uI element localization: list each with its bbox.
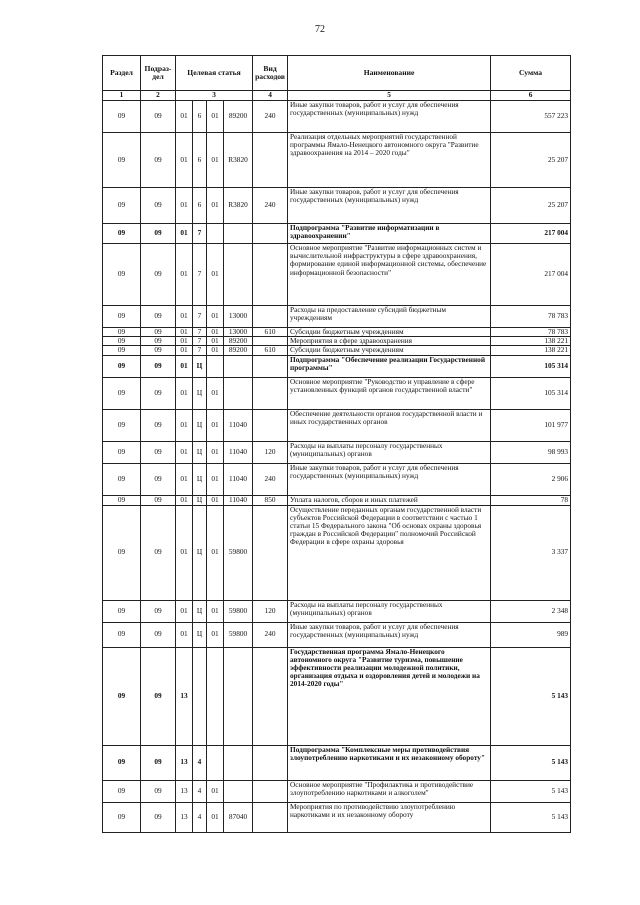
cell-expense-type: [253, 505, 288, 600]
cell-section: 09: [103, 244, 141, 306]
cell-subprogram: Ц: [193, 409, 207, 441]
cell-program: 13: [176, 647, 193, 745]
cell-program: 01: [176, 188, 193, 224]
cell-program: 01: [176, 306, 193, 328]
cell-expense-type: [253, 133, 288, 188]
cell-subsection: 09: [141, 505, 176, 600]
cell-sum: 98 993: [491, 441, 571, 463]
cell-sum: 105 314: [491, 377, 571, 409]
cell-subprogram: 7: [193, 306, 207, 328]
cell-sum: 5 143: [491, 647, 571, 745]
cell-activity: 01: [207, 409, 224, 441]
cell-sum: 3 337: [491, 505, 571, 600]
cell-direction: 59800: [224, 622, 253, 647]
cell-direction: 11040: [224, 409, 253, 441]
cell-direction: [224, 745, 253, 780]
cell-subprogram: Ц: [193, 355, 207, 377]
table-row: [103, 346, 571, 355]
cell-program: 01: [176, 328, 193, 337]
cell-section: 09: [103, 133, 141, 188]
table-row: [103, 133, 571, 188]
cell-program: 01: [176, 409, 193, 441]
cell-direction: 87040: [224, 802, 253, 832]
cell-activity: 01: [207, 802, 224, 832]
cell-section: 09: [103, 101, 141, 133]
cell-section: 09: [103, 505, 141, 600]
column-number: 3: [176, 91, 253, 101]
cell-section: 09: [103, 188, 141, 224]
cell-activity: [207, 745, 224, 780]
cell-subsection: 09: [141, 244, 176, 306]
cell-sum: 217 004: [491, 224, 571, 244]
cell-name: Расходы на выплаты персоналу государственных (муниципальных) органов: [288, 441, 491, 463]
cell-program: 01: [176, 463, 193, 495]
cell-subprogram: Ц: [193, 495, 207, 505]
cell-program: 01: [176, 377, 193, 409]
cell-subprogram: Ц: [193, 463, 207, 495]
cell-section: 09: [103, 409, 141, 441]
cell-sum: 5 143: [491, 780, 571, 802]
cell-direction: 59800: [224, 505, 253, 600]
cell-expense-type: [253, 409, 288, 441]
cell-program: 01: [176, 622, 193, 647]
cell-program: 13: [176, 780, 193, 802]
cell-expense-type: [253, 780, 288, 802]
column-number: 2: [141, 91, 176, 101]
cell-section: 09: [103, 600, 141, 622]
table-row: [103, 441, 571, 463]
cell-subprogram: 7: [193, 244, 207, 306]
cell-subsection: 09: [141, 600, 176, 622]
cell-subsection: 09: [141, 224, 176, 244]
cell-activity: 01: [207, 133, 224, 188]
table-row: [103, 647, 571, 745]
cell-expense-type: 240: [253, 188, 288, 224]
cell-section: 09: [103, 802, 141, 832]
cell-expense-type: [253, 244, 288, 306]
cell-activity: 01: [207, 346, 224, 355]
cell-program: 01: [176, 244, 193, 306]
cell-name: Основное мероприятие "Профилактика и противодействие злоупотреблению наркотиками и алкоголем": [288, 780, 491, 802]
cell-activity: 01: [207, 244, 224, 306]
cell-sum: 2 906: [491, 463, 571, 495]
cell-direction: 13000: [224, 306, 253, 328]
cell-direction: 89200: [224, 337, 253, 346]
cell-expense-type: [253, 377, 288, 409]
cell-subsection: 09: [141, 133, 176, 188]
cell-subprogram: [193, 647, 207, 745]
cell-sum: 25 207: [491, 188, 571, 224]
cell-expense-type: 610: [253, 346, 288, 355]
cell-activity: 01: [207, 505, 224, 600]
column-number: 6: [491, 91, 571, 101]
cell-subprogram: 7: [193, 337, 207, 346]
cell-subprogram: 6: [193, 101, 207, 133]
cell-name: Подпрограмма "Комплексные меры противодействия злоупотреблению наркотиками и их незаконному обороту": [288, 745, 491, 780]
cell-subprogram: 4: [193, 745, 207, 780]
cell-direction: [224, 647, 253, 745]
cell-name: Осуществление переданных органам государственной власти субъектов Российской Федерации в соответствии с частью 1 статьи 15 Федерального закона "Об основах охраны здоровья граждан в Российской Федерации" полномочий Российской Федерации в сфере охраны здоровья: [288, 505, 491, 600]
cell-section: 09: [103, 337, 141, 346]
cell-direction: 89200: [224, 346, 253, 355]
cell-subsection: 09: [141, 463, 176, 495]
cell-program: 13: [176, 802, 193, 832]
cell-sum: 78 783: [491, 306, 571, 328]
table-row: [103, 505, 571, 600]
cell-activity: 01: [207, 622, 224, 647]
cell-subprogram: 4: [193, 802, 207, 832]
cell-name: Иные закупки товаров, работ и услуг для обеспечения государственных (муниципальных) нужд: [288, 101, 491, 133]
cell-activity: 01: [207, 495, 224, 505]
cell-expense-type: 850: [253, 495, 288, 505]
cell-subsection: 09: [141, 188, 176, 224]
cell-direction: 59800: [224, 600, 253, 622]
cell-program: 01: [176, 355, 193, 377]
cell-direction: [224, 377, 253, 409]
cell-activity: 01: [207, 780, 224, 802]
cell-name: Подпрограмма "Развитие информатизации в здравоохранении": [288, 224, 491, 244]
cell-sum: 989: [491, 622, 571, 647]
cell-sum: 5 143: [491, 802, 571, 832]
cell-section: 09: [103, 355, 141, 377]
cell-program: 13: [176, 745, 193, 780]
cell-section: 09: [103, 463, 141, 495]
cell-subsection: 09: [141, 337, 176, 346]
cell-name: Мероприятия в сфере здравоохранения: [288, 337, 491, 346]
cell-subsection: 09: [141, 346, 176, 355]
cell-name: Мероприятия по противодействию злоупотреблению наркотиками и их незаконному обороту: [288, 802, 491, 832]
cell-program: 01: [176, 224, 193, 244]
cell-section: 09: [103, 377, 141, 409]
column-number: 4: [253, 91, 288, 101]
cell-sum: 217 004: [491, 244, 571, 306]
cell-subsection: 09: [141, 101, 176, 133]
cell-sum: 78 783: [491, 328, 571, 337]
cell-section: 09: [103, 328, 141, 337]
header-target: Целевая статья: [176, 56, 253, 91]
cell-direction: 11040: [224, 495, 253, 505]
column-number: 1: [103, 91, 141, 101]
cell-activity: 01: [207, 101, 224, 133]
table-row: [103, 745, 571, 780]
cell-subprogram: 7: [193, 224, 207, 244]
cell-subsection: 09: [141, 377, 176, 409]
cell-name: Расходы на выплаты персоналу государственных (муниципальных) органов: [288, 600, 491, 622]
header-section: Раздел: [103, 56, 141, 91]
cell-activity: 01: [207, 377, 224, 409]
cell-program: 01: [176, 346, 193, 355]
cell-sum: 2 348: [491, 600, 571, 622]
cell-sum: 105 314: [491, 355, 571, 377]
cell-subsection: 09: [141, 622, 176, 647]
cell-subsection: 09: [141, 306, 176, 328]
cell-activity: 01: [207, 337, 224, 346]
table-row: [103, 495, 571, 505]
cell-subsection: 09: [141, 355, 176, 377]
table-row: [103, 600, 571, 622]
cell-activity: [207, 647, 224, 745]
cell-section: 09: [103, 495, 141, 505]
cell-subprogram: Ц: [193, 622, 207, 647]
cell-activity: [207, 355, 224, 377]
cell-sum: 557 223: [491, 101, 571, 133]
header-subsection: Подраз-дел: [141, 56, 176, 91]
cell-subprogram: 7: [193, 328, 207, 337]
cell-subsection: 09: [141, 745, 176, 780]
cell-direction: 13000: [224, 328, 253, 337]
header-name: Наименование: [288, 56, 491, 91]
cell-program: 01: [176, 101, 193, 133]
cell-name: Субсидии бюджетным учреждениям: [288, 346, 491, 355]
cell-subsection: 09: [141, 495, 176, 505]
cell-name: Реализация отдельных мероприятий государственной программы Ямало-Ненецкого автономного округа "Развитие здравоохранения на 2014 – 2020 годы": [288, 133, 491, 188]
cell-name: Обеспечение деятельности органов государственной власти и иных государственных органов: [288, 409, 491, 441]
header-sum: Сумма: [491, 56, 571, 91]
table-row: [103, 306, 571, 328]
cell-subprogram: Ц: [193, 377, 207, 409]
cell-name: Основное мероприятие "Руководство и управление в сфере установленных функций органов государственной власти": [288, 377, 491, 409]
cell-name: Иные закупки товаров, работ и услуг для обеспечения государственных (муниципальных) нужд: [288, 622, 491, 647]
cell-name: Субсидии бюджетным учреждениям: [288, 328, 491, 337]
cell-section: 09: [103, 306, 141, 328]
cell-sum: 138 221: [491, 346, 571, 355]
table-row: [103, 188, 571, 224]
cell-section: 09: [103, 622, 141, 647]
cell-subprogram: 6: [193, 133, 207, 188]
header-expense-type: Вид расходов: [253, 56, 288, 91]
cell-program: 01: [176, 505, 193, 600]
cell-sum: 101 977: [491, 409, 571, 441]
cell-subsection: 09: [141, 409, 176, 441]
cell-direction: [224, 355, 253, 377]
cell-name: Иные закупки товаров, работ и услуг для обеспечения государственных (муниципальных) нужд: [288, 188, 491, 224]
cell-subprogram: 4: [193, 780, 207, 802]
cell-activity: [207, 224, 224, 244]
cell-program: 01: [176, 337, 193, 346]
cell-direction: R3820: [224, 188, 253, 224]
table-row: [103, 463, 571, 495]
cell-expense-type: 120: [253, 441, 288, 463]
table-row: [103, 101, 571, 133]
cell-name: Основное мероприятие "Развитие информационных систем и вычислительной инфраструктуры в сфере здравоохранения, формирование единой информационной системы, обеспечение информационной безопасности": [288, 244, 491, 306]
cell-direction: [224, 224, 253, 244]
cell-expense-type: [253, 306, 288, 328]
cell-expense-type: [253, 647, 288, 745]
cell-subprogram: 6: [193, 188, 207, 224]
cell-name: Подпрограмма "Обеспечение реализации Государственной программы": [288, 355, 491, 377]
cell-sum: 78: [491, 495, 571, 505]
cell-program: 01: [176, 495, 193, 505]
cell-activity: 01: [207, 306, 224, 328]
cell-activity: 01: [207, 441, 224, 463]
cell-subsection: 09: [141, 802, 176, 832]
cell-direction: 89200: [224, 101, 253, 133]
table-row: [103, 780, 571, 802]
cell-direction: [224, 244, 253, 306]
cell-program: 01: [176, 133, 193, 188]
table-row: [103, 377, 571, 409]
cell-subprogram: 7: [193, 346, 207, 355]
cell-expense-type: 240: [253, 101, 288, 133]
cell-program: 01: [176, 441, 193, 463]
cell-name: Государственная программа Ямало-Ненецкого автономного округа "Развитие туризма, повышение эффективности реализации молодежной политики, организация отдыха и оздоровления детей и молодежи на 2014-2020 годы": [288, 647, 491, 745]
cell-direction: 11040: [224, 463, 253, 495]
table-row: [103, 355, 571, 377]
cell-program: 01: [176, 600, 193, 622]
table-row: [103, 409, 571, 441]
cell-direction: R3820: [224, 133, 253, 188]
cell-section: 09: [103, 745, 141, 780]
budget-table: [102, 55, 571, 833]
column-number: 5: [288, 91, 491, 101]
cell-expense-type: [253, 745, 288, 780]
cell-expense-type: [253, 802, 288, 832]
table-row: [103, 244, 571, 306]
cell-subprogram: Ц: [193, 600, 207, 622]
cell-activity: 01: [207, 463, 224, 495]
cell-expense-type: [253, 355, 288, 377]
cell-subsection: 09: [141, 441, 176, 463]
cell-subsection: 09: [141, 647, 176, 745]
cell-activity: 01: [207, 188, 224, 224]
cell-section: 09: [103, 346, 141, 355]
cell-expense-type: [253, 224, 288, 244]
cell-subsection: 09: [141, 328, 176, 337]
cell-expense-type: 240: [253, 463, 288, 495]
table-row: [103, 802, 571, 832]
cell-subprogram: Ц: [193, 441, 207, 463]
cell-activity: 01: [207, 328, 224, 337]
cell-expense-type: 240: [253, 622, 288, 647]
cell-expense-type: 120: [253, 600, 288, 622]
cell-expense-type: 610: [253, 328, 288, 337]
cell-direction: 11040: [224, 441, 253, 463]
cell-name: Расходы на предоставление субсидий бюджетным учреждениям: [288, 306, 491, 328]
column-number-row: [103, 91, 571, 101]
header-row: [103, 56, 571, 91]
cell-name: Иные закупки товаров, работ и услуг для обеспечения государственных (муниципальных) нужд: [288, 463, 491, 495]
cell-sum: 138 221: [491, 337, 571, 346]
cell-direction: [224, 780, 253, 802]
page-number: 72: [315, 24, 325, 35]
cell-subprogram: Ц: [193, 505, 207, 600]
cell-sum: 25 207: [491, 133, 571, 188]
cell-section: 09: [103, 224, 141, 244]
cell-section: 09: [103, 780, 141, 802]
cell-sum: 5 143: [491, 745, 571, 780]
table-row: [103, 622, 571, 647]
cell-activity: 01: [207, 600, 224, 622]
cell-name: Уплата налогов, сборов и иных платежей: [288, 495, 491, 505]
table-row: [103, 224, 571, 244]
cell-subsection: 09: [141, 780, 176, 802]
cell-section: 09: [103, 647, 141, 745]
cell-section: 09: [103, 441, 141, 463]
